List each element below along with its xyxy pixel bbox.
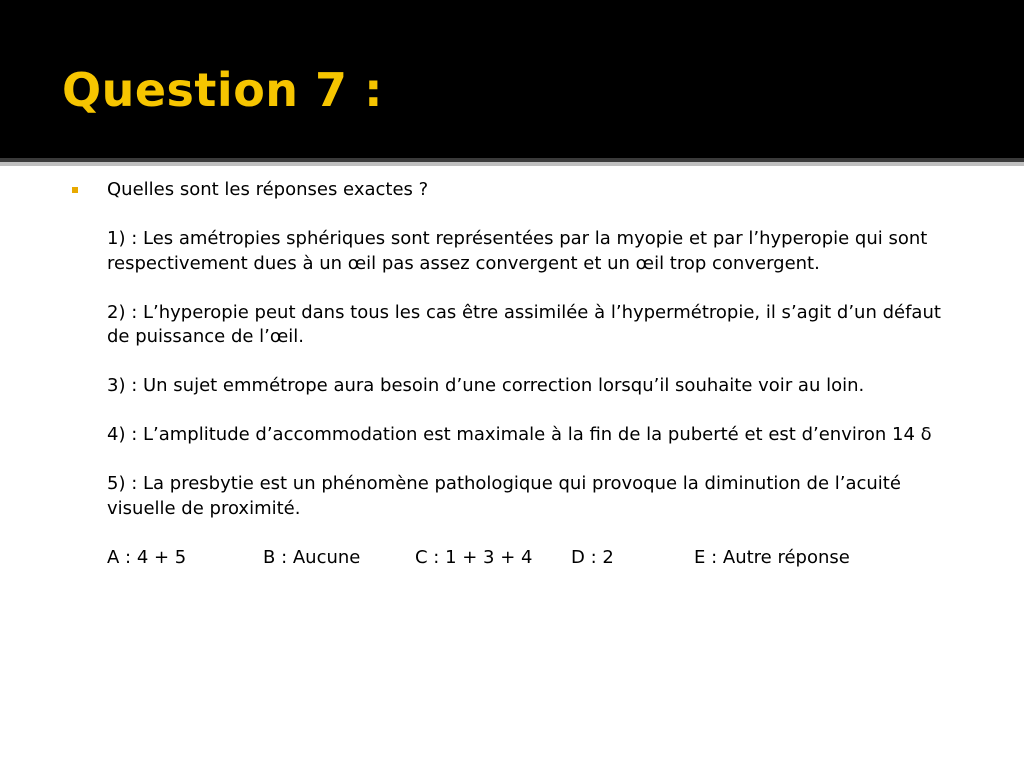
title-divider-light xyxy=(0,162,1024,166)
bullet-body xyxy=(107,178,967,570)
statement-2: 2) : L’hyperopie peut dans tous les cas être assimilée à l’hypermétropie, il s’agit d’un défaut de puissance de l’œil. xyxy=(107,301,941,347)
answer-a: A : 4 + 5 xyxy=(107,546,187,568)
answer-b: B : Aucune xyxy=(263,546,361,568)
answer-c: C : 1 + 3 + 4 xyxy=(415,546,533,568)
slide-content xyxy=(70,178,970,570)
statement-3: 3) : Un sujet emmétrope aura besoin d’une correction lorsqu’il souhaite voir au loin. xyxy=(107,375,865,396)
title-bar xyxy=(0,0,1024,158)
answer-d: D : 2 xyxy=(571,546,614,568)
bullet-square-icon xyxy=(72,187,78,193)
statement-5: 5) : La presbytie est un phénomène pathologique qui provoque la diminution de l’acuité visuelle de proximité. xyxy=(107,473,901,519)
answer-choices xyxy=(107,546,967,571)
answer-e: E : Autre réponse xyxy=(694,546,850,568)
statement-1: 1) : Les amétropies sphériques sont représentées par la myopie et par l’hyperopie qui sont respectivement dues à un œil pas assez convergent et un œil trop convergent. xyxy=(107,228,928,274)
slide-title: Question 7 : xyxy=(62,63,383,117)
question-text: Quelles sont les réponses exactes ? xyxy=(107,179,429,200)
statement-4: 4) : L’amplitude d’accommodation est maximale à la fin de la puberté et est d’environ 14 δ xyxy=(107,424,932,445)
